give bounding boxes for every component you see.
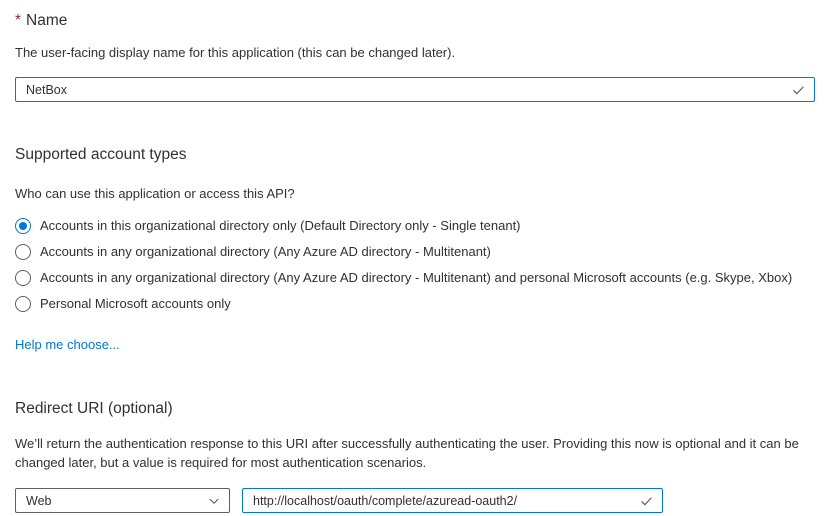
account-types-heading: Supported account types — [15, 146, 187, 163]
radio-unselected-icon[interactable] — [15, 270, 31, 286]
radio-option-single-tenant[interactable] — [15, 213, 815, 239]
platform-select[interactable] — [15, 488, 230, 513]
name-input[interactable] — [16, 78, 814, 101]
redirect-uri-heading: Redirect URI (optional) — [15, 400, 173, 417]
name-description: The user-facing display name for this application (this can be changed later). — [15, 45, 456, 60]
account-type-radio-group — [15, 213, 815, 317]
radio-option-label: Accounts in any organizational directory (Any Azure AD directory - Multitenant) and personal Microsoft accounts (e.g. Skype, Xbox) — [40, 270, 793, 285]
radio-option-multitenant[interactable] — [15, 239, 815, 265]
chevron-down-icon — [208, 495, 220, 507]
radio-option-label: Accounts in any organizational directory (Any Azure AD directory - Multitenant) — [40, 244, 491, 259]
required-asterisk: * — [15, 12, 22, 29]
redirect-uri-controls — [15, 488, 815, 513]
name-section — [15, 11, 815, 102]
radio-unselected-icon[interactable] — [15, 244, 31, 260]
account-types-question: Who can use this application or access this API? — [15, 186, 295, 201]
radio-option-multitenant-personal[interactable] — [15, 265, 815, 291]
redirect-uri-section — [15, 399, 815, 513]
radio-option-personal-only[interactable] — [15, 291, 815, 317]
name-input-container — [15, 77, 815, 102]
redirect-uri-input[interactable] — [243, 489, 662, 512]
help-me-choose-link[interactable]: Help me choose... — [15, 337, 120, 352]
radio-unselected-icon[interactable] — [15, 296, 31, 312]
name-label: Name — [26, 12, 68, 29]
radio-option-label: Accounts in this organizational directory only (Default Directory only - Single tenant) — [40, 218, 521, 233]
supported-account-types-section — [15, 145, 815, 354]
redirect-uri-input-container — [242, 488, 663, 513]
radio-selected-icon[interactable] — [15, 218, 31, 234]
radio-option-label: Personal Microsoft accounts only — [40, 296, 231, 311]
platform-select-value: Web — [26, 493, 52, 508]
name-section-heading — [15, 11, 815, 31]
redirect-uri-description: We’ll return the authentication response to this URI after successfully authenticating the user. Providing this now is optional and it can be changed later, but a value is required for most authentication scenarios. — [15, 436, 799, 470]
